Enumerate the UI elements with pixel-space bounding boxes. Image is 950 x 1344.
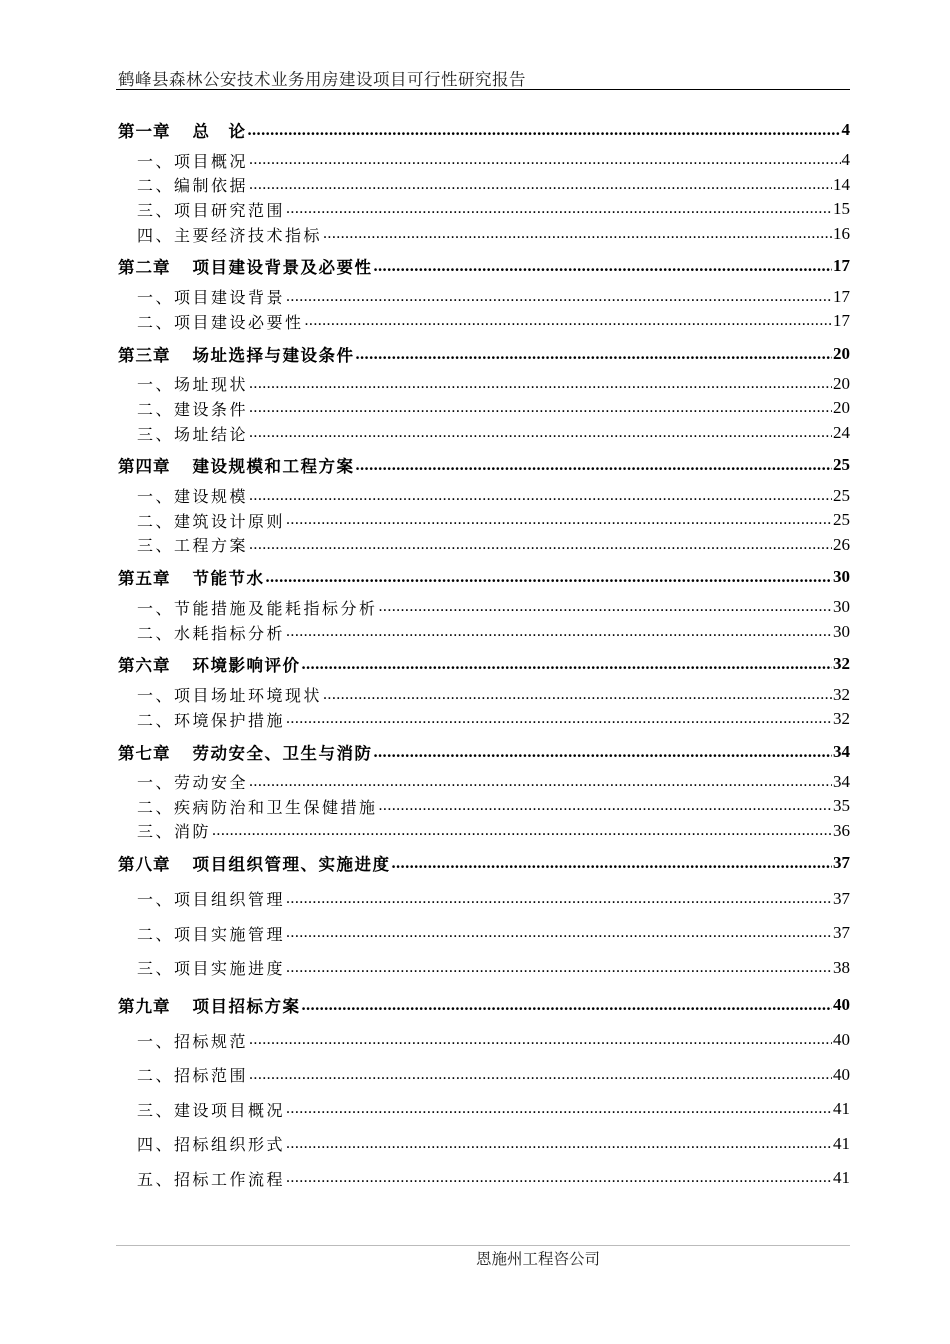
toc-chapter-entry[interactable] bbox=[118, 987, 850, 1023]
chapter-number: 第一章 bbox=[118, 122, 171, 141]
toc-section-entry[interactable] bbox=[118, 284, 850, 309]
table-of-contents bbox=[118, 110, 850, 1195]
toc-section-entry[interactable] bbox=[118, 881, 850, 916]
toc-section-entry[interactable] bbox=[118, 1126, 850, 1161]
toc-page-number: 25 bbox=[833, 510, 850, 530]
toc-page-number: 41 bbox=[833, 1168, 850, 1188]
toc-page-number: 15 bbox=[833, 199, 850, 219]
toc-chapter-entry[interactable] bbox=[118, 336, 850, 372]
chapter-number: 第二章 bbox=[118, 258, 171, 278]
chapter-title: 项目招标方案 bbox=[192, 996, 301, 1016]
toc-entry-label bbox=[118, 993, 301, 1017]
dot-leader bbox=[249, 487, 832, 505]
toc-chapter-entry[interactable] bbox=[118, 646, 850, 682]
toc-entry-label: 一、项目概况 bbox=[137, 151, 249, 171]
toc-section-entry[interactable] bbox=[118, 396, 850, 421]
dot-leader bbox=[249, 176, 832, 194]
dot-leader bbox=[286, 511, 832, 529]
toc-page-number: 20 bbox=[833, 343, 850, 363]
toc-page-number: 41 bbox=[833, 1133, 850, 1153]
toc-section-entry[interactable] bbox=[118, 222, 850, 247]
toc-entry-label bbox=[118, 118, 247, 142]
toc-page-number: 40 bbox=[833, 1064, 850, 1084]
toc-page-number: 30 bbox=[833, 567, 850, 587]
toc-page-number: 34 bbox=[833, 741, 850, 761]
dot-leader bbox=[356, 455, 833, 475]
toc-entry-label: 二、疾病防治和卫生保健措施 bbox=[137, 797, 378, 817]
toc-chapter-entry[interactable] bbox=[118, 559, 850, 595]
dot-leader bbox=[212, 822, 832, 840]
toc-page-number: 35 bbox=[833, 796, 850, 816]
toc-section-entry[interactable] bbox=[118, 421, 850, 446]
chapter-title: 环境影响评价 bbox=[192, 656, 301, 676]
dot-leader bbox=[356, 344, 833, 364]
toc-page-number: 16 bbox=[833, 224, 850, 244]
toc-section-entry[interactable] bbox=[118, 309, 850, 334]
toc-page-number: 4 bbox=[841, 150, 850, 170]
dot-leader bbox=[323, 686, 832, 704]
footer-company: 恩施州工程咨公司 bbox=[476, 1250, 601, 1268]
toc-section-entry[interactable] bbox=[118, 173, 850, 198]
toc-entry-label: 一、劳动安全 bbox=[137, 773, 249, 793]
dot-leader bbox=[286, 623, 832, 641]
toc-entry-label: 一、项目建设背景 bbox=[137, 288, 286, 308]
dot-leader bbox=[323, 225, 832, 243]
toc-entry-label: 二、建筑设计原则 bbox=[137, 511, 286, 531]
toc-entry-label: 四、招标组织形式 bbox=[137, 1135, 286, 1155]
toc-chapter-entry[interactable] bbox=[118, 734, 850, 770]
toc-section-entry[interactable] bbox=[118, 533, 850, 558]
chapter-title: 项目建设背景及必要性 bbox=[192, 258, 373, 278]
toc-entry-label: 四、主要经济技术指标 bbox=[137, 225, 323, 245]
toc-chapter-entry[interactable] bbox=[118, 845, 850, 881]
dot-leader bbox=[392, 853, 833, 873]
dot-leader bbox=[379, 598, 832, 616]
dot-leader bbox=[249, 773, 832, 791]
dot-leader bbox=[286, 200, 832, 218]
dot-leader bbox=[249, 151, 840, 169]
chapter-number: 第四章 bbox=[118, 457, 171, 477]
dot-leader bbox=[266, 567, 833, 587]
toc-section-entry[interactable] bbox=[118, 916, 850, 951]
toc-page-number: 40 bbox=[833, 994, 850, 1014]
dot-leader bbox=[286, 1100, 832, 1118]
toc-page-number: 37 bbox=[833, 923, 850, 943]
dot-leader bbox=[302, 654, 833, 674]
toc-page-number: 30 bbox=[833, 597, 850, 617]
toc-section-entry[interactable] bbox=[118, 1057, 850, 1092]
dot-leader bbox=[249, 1066, 832, 1084]
chapter-title: 场址选择与建设条件 bbox=[192, 345, 355, 365]
toc-page-number: 40 bbox=[833, 1030, 850, 1050]
dot-leader bbox=[305, 312, 832, 330]
toc-entry-label: 三、建设项目概况 bbox=[137, 1100, 286, 1120]
dot-leader bbox=[286, 1169, 832, 1187]
toc-entry-label: 二、环境保护措施 bbox=[137, 710, 286, 730]
chapter-number: 第八章 bbox=[118, 855, 171, 875]
header-title: 鹤峰县森林公安技术业务用房建设项目可行性研究报告 bbox=[118, 70, 526, 89]
toc-section-entry[interactable] bbox=[118, 1161, 850, 1196]
toc-entry-label: 五、招标工作流程 bbox=[137, 1169, 286, 1189]
dot-leader bbox=[286, 890, 832, 908]
toc-chapter-entry[interactable] bbox=[118, 447, 850, 483]
toc-chapter-entry[interactable] bbox=[118, 248, 850, 284]
toc-section-entry[interactable] bbox=[118, 770, 850, 795]
toc-page-number: 34 bbox=[833, 771, 850, 791]
toc-page-number: 25 bbox=[833, 455, 850, 475]
footer-rule bbox=[116, 1245, 850, 1246]
toc-entry-label: 一、项目场址环境现状 bbox=[137, 686, 323, 706]
toc-section-entry[interactable] bbox=[118, 1023, 850, 1058]
dot-leader bbox=[286, 1135, 832, 1153]
dot-leader bbox=[379, 797, 832, 815]
dot-leader bbox=[249, 424, 832, 442]
toc-page-number: 38 bbox=[833, 957, 850, 977]
toc-entry-label bbox=[118, 342, 355, 366]
toc-page-number: 20 bbox=[833, 398, 850, 418]
toc-entry-label: 一、项目组织管理 bbox=[137, 890, 286, 910]
dot-leader bbox=[374, 256, 833, 276]
toc-entry-label: 三、项目实施进度 bbox=[137, 959, 286, 979]
toc-page-number: 30 bbox=[833, 622, 850, 642]
chapter-title: 总 论 bbox=[192, 122, 247, 141]
toc-entry-label: 二、项目实施管理 bbox=[137, 924, 286, 944]
dot-leader bbox=[286, 959, 832, 977]
dot-leader bbox=[248, 120, 841, 140]
toc-section-entry[interactable] bbox=[118, 148, 850, 173]
dot-leader bbox=[302, 995, 833, 1015]
toc-entry-label: 一、建设规模 bbox=[137, 487, 249, 507]
dot-leader bbox=[249, 399, 832, 417]
toc-section-entry[interactable] bbox=[118, 508, 850, 533]
toc-section-entry[interactable] bbox=[118, 595, 850, 620]
chapter-number: 第七章 bbox=[118, 743, 171, 763]
chapter-title: 劳动安全、卫生与消防 bbox=[192, 743, 373, 763]
toc-page-number: 17 bbox=[833, 311, 850, 331]
toc-section-entry[interactable] bbox=[118, 483, 850, 508]
chapter-title: 建设规模和工程方案 bbox=[192, 457, 355, 477]
dot-leader bbox=[249, 536, 832, 554]
toc-page-number: 41 bbox=[833, 1099, 850, 1119]
dot-leader bbox=[286, 710, 832, 728]
toc-page-number: 32 bbox=[833, 684, 850, 704]
toc-page-number: 36 bbox=[833, 820, 850, 840]
toc-entry-label bbox=[118, 851, 391, 875]
toc-page-number: 17 bbox=[833, 286, 850, 306]
toc-section-entry[interactable] bbox=[118, 1092, 850, 1127]
dot-leader bbox=[286, 924, 832, 942]
chapter-title: 项目组织管理、实施进度 bbox=[192, 855, 391, 875]
toc-entry-label: 一、招标规范 bbox=[137, 1031, 249, 1051]
toc-section-entry[interactable] bbox=[118, 682, 850, 707]
toc-entry-label: 二、编制依据 bbox=[137, 176, 249, 196]
toc-chapter-entry[interactable] bbox=[118, 112, 850, 148]
toc-entry-label: 三、项目研究范围 bbox=[137, 200, 286, 220]
toc-entry-label: 三、场址结论 bbox=[137, 424, 249, 444]
dot-leader bbox=[249, 1031, 832, 1049]
dot-leader bbox=[286, 288, 832, 306]
chapter-number: 第三章 bbox=[118, 345, 171, 365]
toc-section-entry[interactable] bbox=[118, 620, 850, 645]
chapter-number: 第九章 bbox=[118, 996, 171, 1016]
toc-entry-label: 二、招标范围 bbox=[137, 1066, 249, 1086]
dot-leader bbox=[249, 375, 832, 393]
toc-section-entry[interactable] bbox=[118, 950, 850, 985]
toc-entry-label bbox=[118, 565, 265, 589]
toc-entry-label: 二、水耗指标分析 bbox=[137, 623, 286, 643]
chapter-title: 节能节水 bbox=[192, 569, 265, 589]
toc-page-number: 4 bbox=[841, 120, 850, 139]
toc-page-number: 37 bbox=[833, 888, 850, 908]
toc-entry-label bbox=[118, 652, 301, 676]
toc-entry-label: 一、场址现状 bbox=[137, 375, 249, 395]
toc-section-entry[interactable] bbox=[118, 819, 850, 844]
toc-section-entry[interactable] bbox=[118, 794, 850, 819]
toc-entry-label: 二、项目建设必要性 bbox=[137, 312, 304, 332]
toc-page-number: 17 bbox=[833, 256, 850, 276]
toc-page-number: 37 bbox=[833, 853, 850, 873]
chapter-number: 第六章 bbox=[118, 656, 171, 676]
toc-page-number: 26 bbox=[833, 534, 850, 554]
toc-section-entry[interactable] bbox=[118, 707, 850, 732]
toc-entry-label: 三、消防 bbox=[137, 822, 212, 842]
dot-leader bbox=[374, 742, 833, 762]
toc-page-number: 20 bbox=[833, 373, 850, 393]
chapter-number: 第五章 bbox=[118, 569, 171, 589]
toc-page-number: 25 bbox=[833, 485, 850, 505]
toc-entry-label: 一、节能措施及能耗指标分析 bbox=[137, 598, 378, 618]
toc-section-entry[interactable] bbox=[118, 372, 850, 397]
toc-entry-label bbox=[118, 453, 355, 477]
header-rule bbox=[116, 89, 850, 90]
toc-entry-label: 二、建设条件 bbox=[137, 399, 249, 419]
toc-page-number: 14 bbox=[833, 174, 850, 194]
toc-page-number: 24 bbox=[833, 423, 850, 443]
toc-entry-label bbox=[118, 254, 373, 278]
toc-entry-label: 三、工程方案 bbox=[137, 536, 249, 556]
toc-entry-label bbox=[118, 740, 373, 764]
toc-page-number: 32 bbox=[833, 654, 850, 674]
toc-section-entry[interactable] bbox=[118, 197, 850, 222]
toc-page-number: 32 bbox=[833, 709, 850, 729]
